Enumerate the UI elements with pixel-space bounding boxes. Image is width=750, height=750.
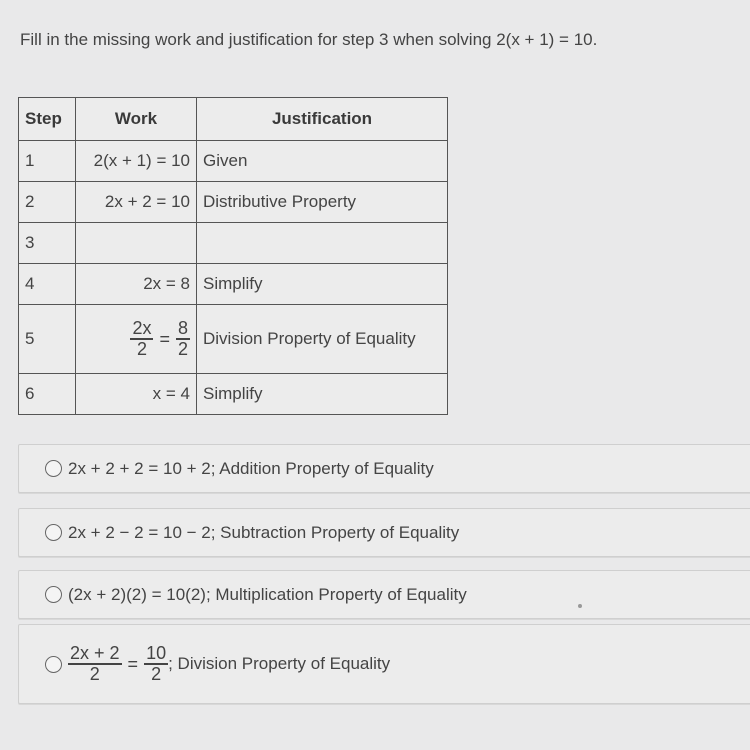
step-number: 4 [19, 264, 76, 305]
step-work: 2x + 2 = 10 [76, 182, 197, 223]
steps-table [18, 97, 448, 415]
fraction-denominator: 2 [89, 664, 100, 684]
answer-option-d[interactable] [18, 624, 750, 704]
fraction-right [144, 644, 168, 684]
header-justification: Justification [197, 98, 448, 141]
radio-button[interactable] [45, 656, 62, 673]
fraction-numerator: 2x + 2 [70, 643, 120, 664]
fraction-numerator: 2x [132, 318, 152, 339]
fraction-numerator: 8 [177, 318, 188, 339]
option-label: 2x + 2 − 2 = 10 − 2; Subtraction Property of Equality [68, 522, 460, 542]
table-row [19, 141, 448, 182]
radio-button[interactable] [45, 460, 62, 477]
step-justification: Division Property of Equality [197, 305, 448, 374]
option-label: 2x + 2 + 2 = 10 + 2; Addition Property of Equality [68, 458, 434, 478]
step-justification: Simplify [197, 264, 448, 305]
step-number: 6 [19, 374, 76, 415]
fraction-numerator: 10 [146, 643, 167, 664]
stray-dot [578, 604, 582, 608]
step-justification: Simplify [197, 374, 448, 415]
equals-sign: = [127, 653, 139, 674]
step-work-empty [76, 223, 197, 264]
step-number: 3 [19, 223, 76, 264]
fraction-equation [130, 319, 190, 359]
step-work: x = 4 [76, 374, 197, 415]
step-justification-empty [197, 223, 448, 264]
equals-sign: = [159, 328, 170, 349]
option-label: ; Division Property of Equality [168, 654, 391, 673]
answer-option-b[interactable] [18, 508, 750, 557]
step-justification: Given [197, 141, 448, 182]
table-row [19, 264, 448, 305]
table-row [19, 182, 448, 223]
step-work: 2(x + 1) = 10 [76, 141, 197, 182]
header-work: Work [76, 98, 197, 141]
fraction-denominator: 2 [177, 339, 188, 359]
radio-button[interactable] [45, 586, 62, 603]
fraction-denominator: 2 [136, 339, 147, 359]
fraction-equation [68, 644, 168, 684]
option-label: (2x + 2)(2) = 10(2); Multiplication Property of Equality [68, 584, 467, 604]
answer-option-a[interactable] [18, 444, 750, 493]
step-number: 5 [19, 305, 76, 374]
table-row [19, 305, 448, 374]
answer-option-c[interactable] [18, 570, 750, 619]
table-header-row [19, 98, 448, 141]
table-row-missing [19, 223, 448, 264]
question-text: Fill in the missing work and justification for step 3 when solving 2(x + 1) = 10. [20, 30, 598, 49]
step-number: 2 [19, 182, 76, 223]
fraction-right [176, 319, 190, 359]
step-justification: Distributive Property [197, 182, 448, 223]
step-work-fraction [76, 305, 197, 374]
table-row [19, 374, 448, 415]
radio-button[interactable] [45, 524, 62, 541]
step-number: 1 [19, 141, 76, 182]
header-step: Step [19, 98, 76, 141]
fraction-denominator: 2 [151, 664, 162, 684]
fraction-left [130, 319, 153, 359]
step-work: 2x = 8 [76, 264, 197, 305]
fraction-left [68, 644, 122, 684]
